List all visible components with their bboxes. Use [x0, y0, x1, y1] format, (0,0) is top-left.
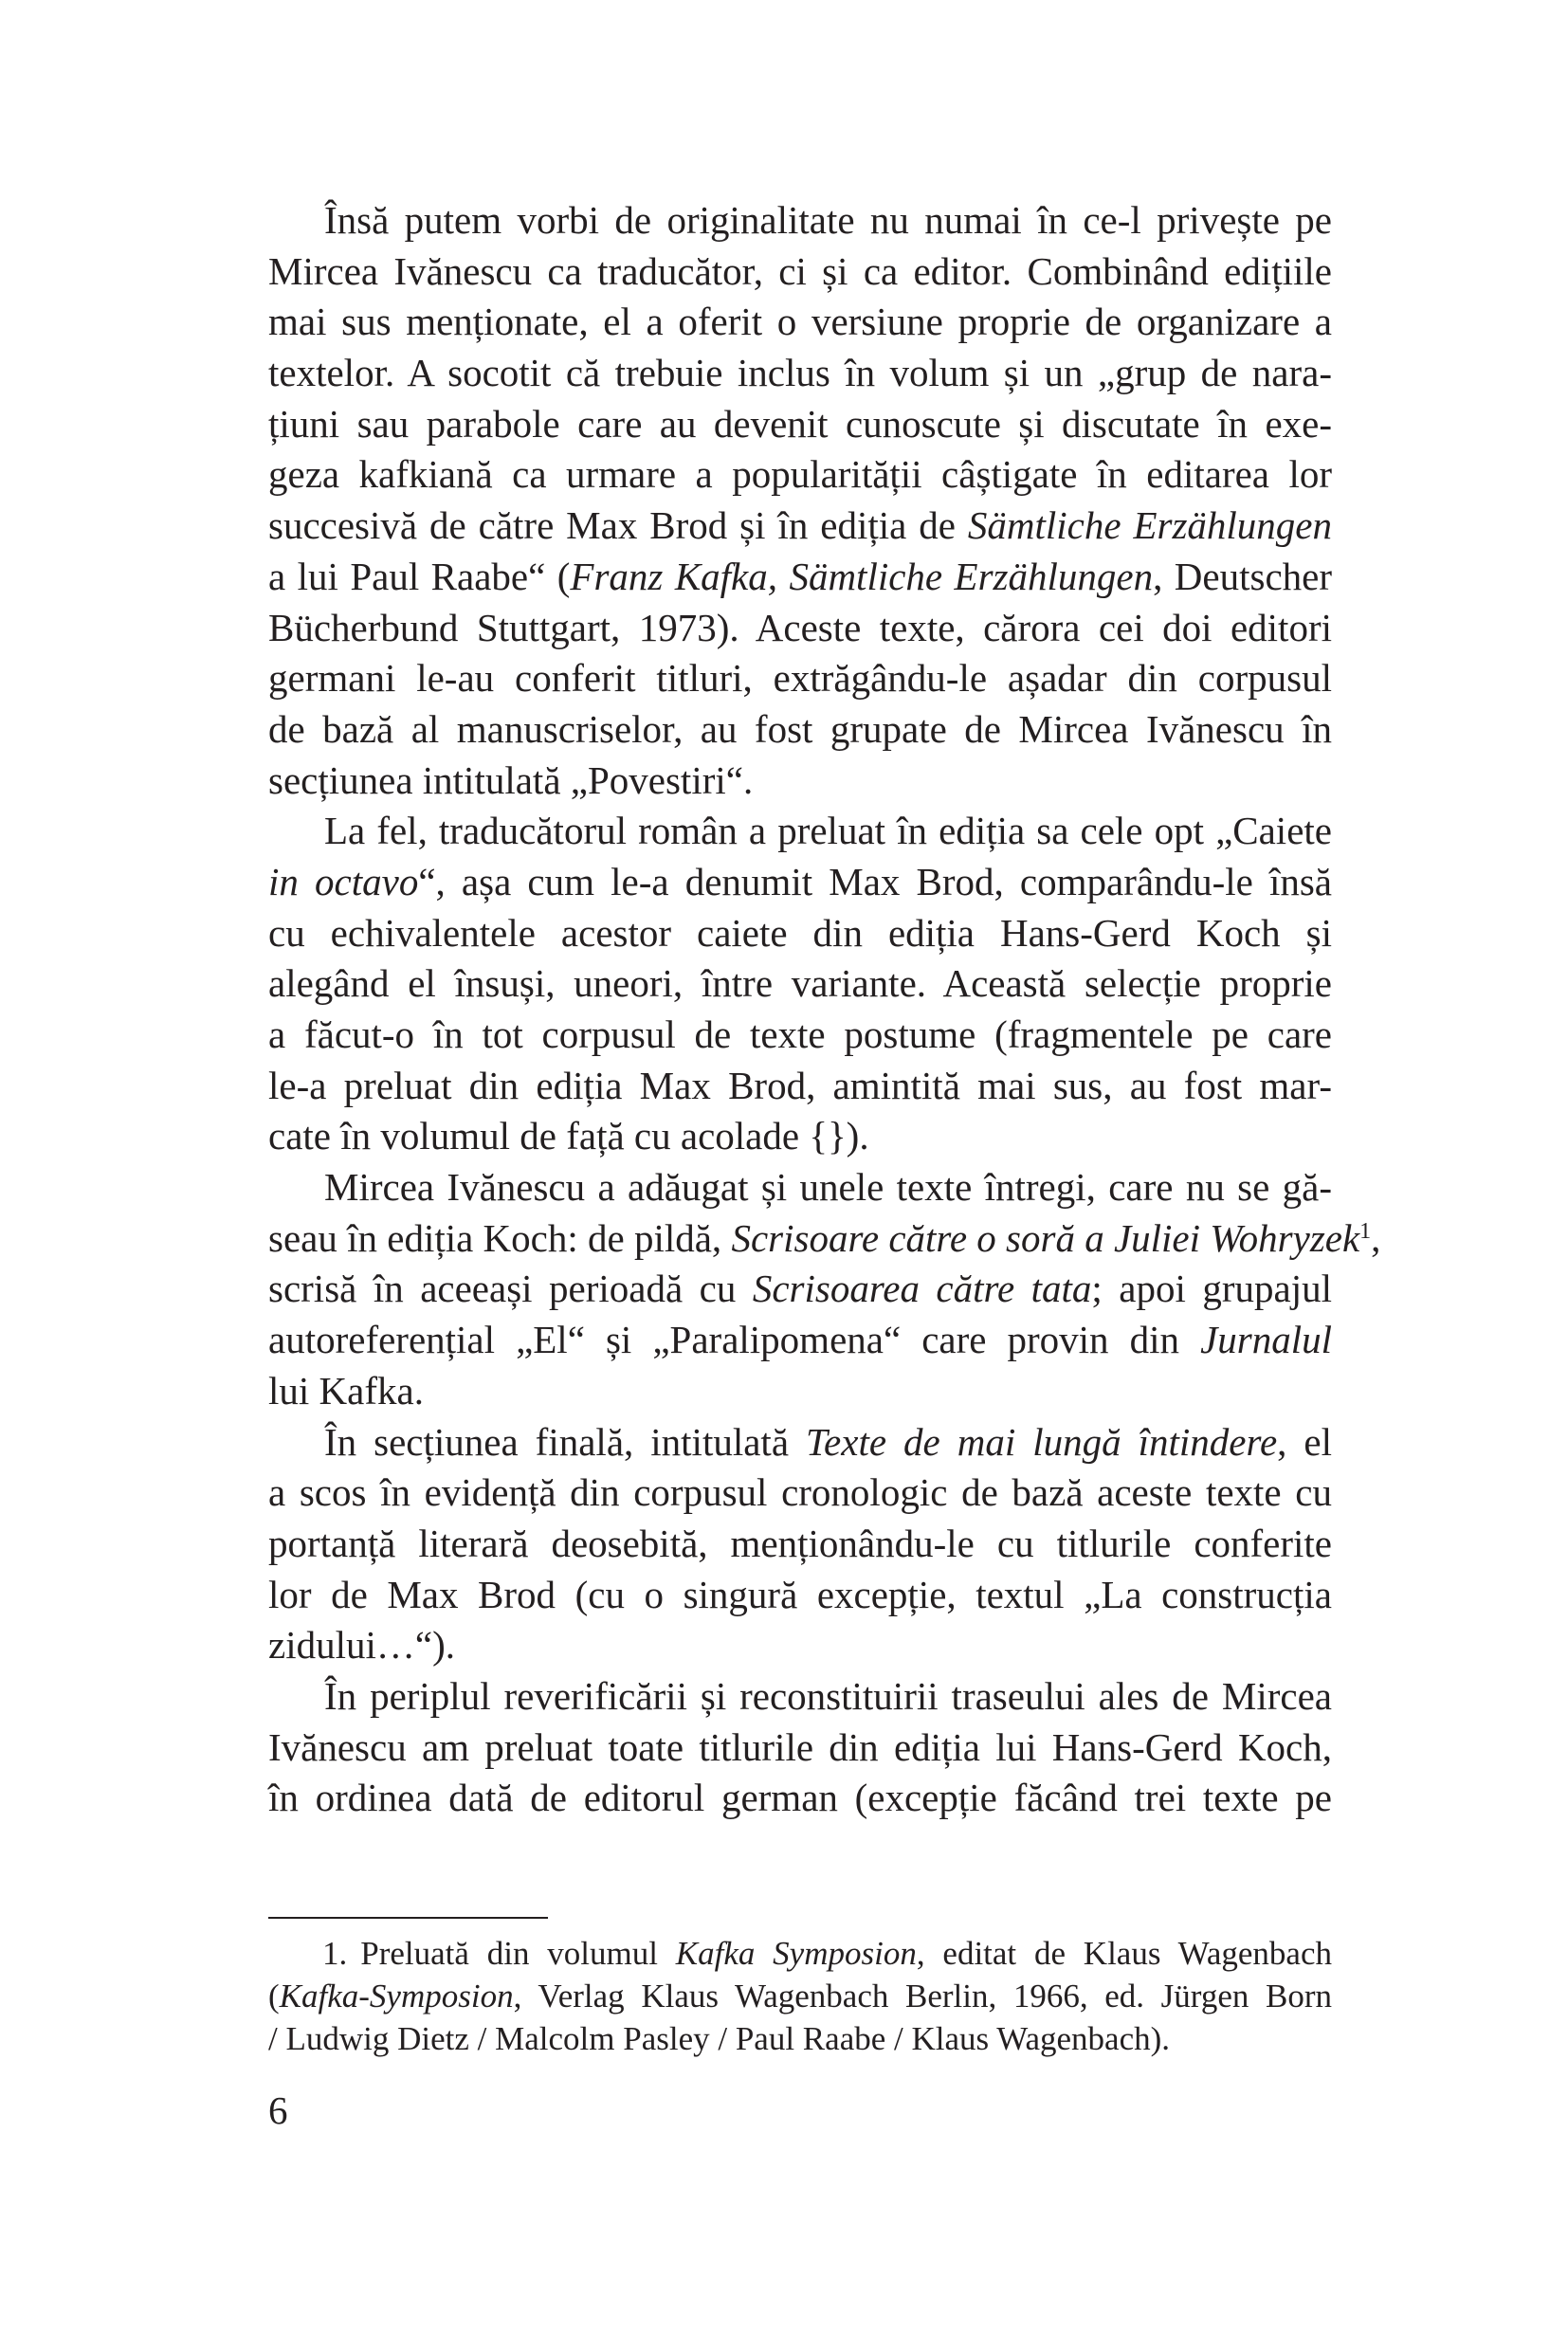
- text-line: portanță literară deosebită, menționându-le cu titlurile conferite: [268, 1521, 1332, 1565]
- footnote-line: (Kafka-Symposion, Verlag Klaus Wagenbach Berlin, 1966, ed. Jürgen Born: [268, 1978, 1332, 2015]
- paragraph-4: [268, 1417, 1332, 1671]
- text-line: Ivănescu am preluat toate titlurile din ediția lui Hans-Gerd Koch,: [268, 1724, 1332, 1769]
- text-line: Mircea Ivănescu a adăugat și unele texte întregi, care nu se gă-: [324, 1165, 1332, 1210]
- text-line: geza kafkiană ca urmare a popularității câștigate în editarea lor: [268, 452, 1332, 497]
- text-line: autoreferențial „El“ și „Paralipomena“ care provin din Jurnalul: [268, 1318, 1332, 1362]
- text-line: a scos în evidență din corpusul cronologic de bază aceste texte cu: [268, 1470, 1332, 1515]
- text-line: germani le-au conferit titluri, extrăgându-le așadar din corpusul: [268, 656, 1332, 701]
- text-line: Însă putem vorbi de originalitate nu numai în ce-l privește pe: [324, 198, 1332, 242]
- body-text: [268, 195, 1381, 1824]
- italic-title: Franz Kafka, Sämtliche Erzählungen: [570, 554, 1154, 598]
- text-line: țiuni sau parabole care au devenit cunoscute și discutate în exe-: [268, 401, 1332, 446]
- text-line: În secțiunea finală, intitulată Texte de mai lungă întindere, el: [324, 1419, 1332, 1464]
- italic-term: in octavo: [268, 859, 419, 903]
- footnote-number: 1.: [322, 1935, 348, 1972]
- footnote-line: / Ludwig Dietz / Malcolm Pasley / Paul Raabe / Klaus Wagenbach).: [268, 2020, 1171, 2057]
- footnotes: [268, 1932, 1332, 2060]
- italic-title: Texte de mai lungă întindere: [806, 1419, 1278, 1464]
- text-line: cate în volumul de față cu acolade {}).: [268, 1114, 869, 1158]
- paragraph-1: [268, 195, 1332, 806]
- text-line: Mircea Ivănescu ca traducător, ci și ca editor. Combinând edițiile: [268, 248, 1332, 293]
- text-line: seau în ediția Koch: de pildă, Scrisoare către o soră a Juliei Wohryzek$^1$,: [268, 1215, 1381, 1260]
- text-line: de bază al manuscriselor, au fost grupate de Mircea Ivănescu în: [268, 706, 1332, 751]
- paragraph-2: [268, 806, 1332, 1162]
- text-line: La fel, traducătorul român a preluat în ediția sa cele opt „Caiete: [324, 809, 1332, 853]
- text-line: mai sus menționate, el a oferit o versiune proprie de organizare a: [268, 300, 1332, 344]
- text-line: Bücherbund Stuttgart, 1973). Aceste texte, cărora cei doi editori: [268, 605, 1332, 649]
- text-line: În periplul reverificării și reconstituirii traseului ales de Mircea: [324, 1673, 1332, 1718]
- italic-title: Scrisoare către o soră a Juliei Wohryzek: [731, 1215, 1360, 1260]
- text-line: succesivă de către Max Brod și în ediția de Sämtliche Erzählungen: [268, 503, 1332, 548]
- page-number: 6: [268, 2088, 288, 2132]
- italic-title: Kafka Symposion: [675, 1935, 917, 1972]
- paragraph-5: [268, 1671, 1332, 1824]
- text-line: zidului…“).: [268, 1623, 455, 1668]
- text-line: cu echivalentele acestor caiete din ediția Hans-Gerd Koch și: [268, 910, 1332, 955]
- text-line: secțiunea intitulată „Povestiri“.: [268, 757, 754, 802]
- text-line: a lui Paul Raabe“ (Franz Kafka, Sämtliche Erzählungen, Deutscher: [268, 554, 1332, 598]
- footnote-reference[interactable]: 1: [1359, 1218, 1372, 1244]
- italic-title: Sämtliche Erzählungen: [967, 503, 1332, 548]
- italic-title: Kafka-Symposion: [279, 1978, 514, 2015]
- footnote-1: [268, 1932, 1332, 2060]
- text-line: le-a preluat din ediția Max Brod, amintită mai sus, au fost mar-: [268, 1063, 1332, 1107]
- italic-title: Jurnalul: [1200, 1318, 1332, 1362]
- text-line: lor de Max Brod (cu o singură excepție, textul „La construcția: [268, 1572, 1332, 1616]
- text-line: alegând el însuși, uneori, între variante. Această selecție proprie: [268, 961, 1332, 1006]
- footnote-line: 1. Preluată din volumul Kafka Symposion, editat de Klaus Wagenbach: [322, 1935, 1333, 1972]
- text-line: textelor. A socotit că trebuie inclus în volum și un „grup de nara-: [268, 351, 1332, 395]
- text-line: în ordinea dată de editorul german (excepție făcând trei texte pe: [268, 1776, 1332, 1820]
- text-line: scrisă în aceeași perioadă cu Scrisoarea către tata; apoi grupajul: [268, 1267, 1332, 1311]
- italic-title: Scrisoarea către tata: [752, 1267, 1092, 1311]
- text-line: a făcut-o în tot corpusul de texte postume (fragmentele pe care: [268, 1012, 1332, 1056]
- paragraph-3: [268, 1162, 1381, 1416]
- footnote-separator: [268, 1917, 548, 1919]
- text-line: in octavo“, așa cum le-a denumit Max Brod, comparându-le însă: [268, 859, 1332, 903]
- text-line: lui Kafka.: [268, 1368, 424, 1413]
